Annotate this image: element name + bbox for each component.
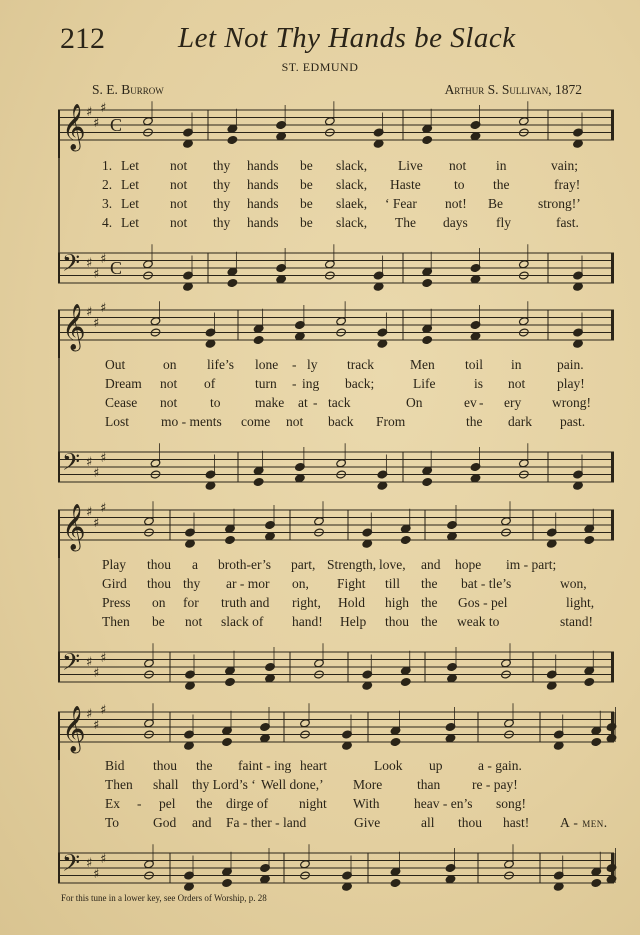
lyric-word: the (196, 796, 213, 811)
lyric-word: thy (213, 215, 231, 230)
svg-text:𝄢: 𝄢 (62, 648, 81, 681)
lyric-word: Bid (105, 758, 125, 773)
lyric-word: not (170, 196, 188, 211)
lyric-word: thy (213, 177, 231, 192)
lyric-word: on (152, 595, 166, 610)
lyric-word: Live (398, 158, 423, 173)
amen: A - men. (560, 815, 608, 830)
lyric-line-s3-v3 (0, 595, 640, 614)
svg-text:𝄞: 𝄞 (62, 504, 86, 550)
lyric-word: in (511, 357, 522, 372)
lyric-word: to (454, 177, 465, 192)
svg-text:♯: ♯ (93, 116, 100, 131)
lyric-word: than (417, 777, 441, 792)
lyric-word: God (153, 815, 177, 830)
lyric-word: truth and (221, 595, 270, 610)
lyric-word: the (493, 177, 510, 192)
svg-text:♯: ♯ (100, 501, 107, 516)
lyric-word: Ex (105, 796, 120, 811)
lyric-line-s2-v3 (0, 395, 640, 414)
svg-text:♯: ♯ (100, 252, 107, 267)
lyric-word: Life (413, 376, 436, 391)
lyric-word: Haste (390, 177, 421, 192)
lyric-word: is (474, 376, 484, 391)
lyric-word: the (466, 414, 483, 429)
lyric-word: the (421, 614, 438, 629)
verse-number: 1. (102, 158, 113, 173)
svg-text:♯: ♯ (93, 666, 100, 681)
lyric-word: not! (445, 196, 467, 211)
lyric-word: Give (354, 815, 381, 830)
lyric-word: With (353, 796, 380, 811)
svg-text:♯: ♯ (100, 101, 107, 116)
lyric-word: slack, (336, 215, 368, 230)
lyric-word: - (292, 357, 297, 372)
svg-text:♯: ♯ (86, 655, 93, 670)
lyric-word: back (328, 414, 354, 429)
lyric-word: Be (488, 196, 503, 211)
lyric-line-s4-v2 (0, 777, 640, 796)
lyric-word: broth-er’s (218, 557, 271, 572)
lyric-word: - (479, 395, 484, 410)
lyric-word: hands (247, 196, 279, 211)
svg-text:♯: ♯ (86, 856, 93, 871)
lyric-word: be (300, 158, 313, 173)
lyric-word: dirge of (226, 796, 269, 811)
lyric-word: tack (328, 395, 351, 410)
svg-text:♯: ♯ (100, 852, 107, 867)
lyric-word: all (421, 815, 435, 830)
lyric-word: light, (566, 595, 595, 610)
lyric-word: re - pay! (472, 777, 518, 792)
lyric-word: hands (247, 215, 279, 230)
svg-text:♯: ♯ (100, 703, 107, 718)
lyric-word: on, (292, 576, 309, 591)
lyric-word: pain. (557, 357, 584, 372)
lyric-word: bat - tle’s (461, 576, 512, 591)
lyric-word: im - part; (506, 557, 557, 572)
lyric-word: slack of (221, 614, 264, 629)
lyric-word: come (241, 414, 271, 429)
lyric-word: thou (385, 614, 410, 629)
lyric-word: be (152, 614, 165, 629)
lyric-word: Look (374, 758, 403, 773)
lyric-word: faint - ing (238, 758, 292, 773)
lyric-word: past. (560, 414, 586, 429)
svg-text:C: C (110, 115, 123, 135)
lyric-word: part, (291, 557, 316, 572)
lyric-word: Out (105, 357, 126, 372)
lyric-word: turn (255, 376, 277, 391)
verse-number: 3. (102, 196, 113, 211)
lyric-word: slaek, (336, 196, 368, 211)
tune-name: ST. EDMUND (281, 60, 359, 74)
lyric-word: life’s (207, 357, 234, 372)
svg-text:𝄞: 𝄞 (62, 706, 86, 752)
lyric-word: Then (102, 614, 130, 629)
lyric-word: Lost (105, 414, 130, 429)
lyric-word: pel (159, 796, 176, 811)
lyric-word: toil (465, 357, 484, 372)
lyric-word: high (385, 595, 410, 610)
lyric-word: Press (102, 595, 131, 610)
lyric-word: From (376, 414, 406, 429)
lyric-line-s4-v1 (0, 758, 640, 777)
lyric-word: on (163, 357, 177, 372)
lyric-word: to (210, 395, 221, 410)
lyric-word: Fight (337, 576, 366, 591)
lyric-word: be (300, 196, 313, 211)
lyric-word: weak to (457, 614, 500, 629)
lyric-word: thou (147, 557, 172, 572)
svg-text:♯: ♯ (86, 455, 93, 470)
svg-text:♯: ♯ (86, 505, 93, 520)
lyric-word: ev (464, 395, 477, 410)
lyric-line-s1-v1 (0, 158, 640, 177)
lyric-word: Well done,’ (261, 777, 324, 792)
lyric-word: ly (307, 357, 318, 372)
svg-text:♯: ♯ (86, 105, 93, 120)
svg-text:♯: ♯ (93, 867, 100, 882)
lyric-word: ‘ Fear (385, 196, 417, 211)
lyric-word: More (353, 777, 383, 792)
lyric-word: play! (557, 376, 585, 391)
lyric-word: hand! (292, 614, 323, 629)
lyric-word: thy (183, 576, 201, 591)
lyric-word: thy (213, 196, 231, 211)
lyric-word: won, (560, 576, 587, 591)
lyric-word: shall (153, 777, 179, 792)
lyric-word: not (170, 215, 188, 230)
lyric-word: strong!’ (538, 196, 581, 211)
lyric-word: of (204, 376, 216, 391)
lyric-word: Cease (105, 395, 138, 410)
svg-text:𝄞: 𝄞 (62, 104, 86, 150)
lyric-word: Fa - ther - land (226, 815, 307, 830)
hymn-title: Let Not Thy Hands be Slack (178, 22, 516, 54)
lyric-word: song! (496, 796, 526, 811)
lyric-word: Gos - pel (458, 595, 508, 610)
lyric-word: fray! (554, 177, 581, 192)
svg-text:♯: ♯ (93, 267, 100, 282)
lyric-word: not (508, 376, 526, 391)
lyric-word: and (192, 815, 212, 830)
lyric-word: night (299, 796, 327, 811)
lyric-word: ery (504, 395, 522, 410)
svg-text:♯: ♯ (93, 466, 100, 481)
lyric-word: not (160, 395, 178, 410)
svg-text:C: C (110, 258, 123, 278)
lyric-word: a (192, 557, 198, 572)
lyric-word: till (385, 576, 401, 591)
lyric-word: thou (147, 576, 172, 591)
lyric-word: hands (247, 158, 279, 173)
hymn-number: 212 (60, 22, 105, 55)
lyric-line-s3-v2 (0, 576, 640, 595)
lyric-line-s1-v3 (0, 196, 640, 215)
lyric-word: mo - ments (161, 414, 222, 429)
lyric-word: Then (105, 777, 133, 792)
lyric-word: hast! (503, 815, 530, 830)
lyric-line-s2-v4 (0, 414, 640, 433)
lyric-word: thy Lord’s ‘ (192, 777, 256, 792)
lyric-word: in (496, 158, 507, 173)
composer-credit: Arthur S. Sullivan, 1872 (444, 82, 582, 97)
lyric-word: thou (153, 758, 178, 773)
svg-text:♯: ♯ (93, 316, 100, 331)
svg-text:♯: ♯ (93, 718, 100, 733)
lyric-line-s2-v2 (0, 376, 640, 395)
svg-text:𝄢: 𝄢 (62, 249, 81, 282)
lyric-word: heart (300, 758, 327, 773)
lyric-word: Men (410, 357, 435, 372)
lyric-line-s4-v3 (0, 796, 640, 815)
lyric-word: Let (121, 215, 139, 230)
lyric-word: make (255, 395, 285, 410)
svg-text:𝄞: 𝄞 (62, 304, 86, 350)
svg-text:♯: ♯ (86, 707, 93, 722)
lyric-word: not (185, 614, 203, 629)
lyric-word: To (105, 815, 120, 830)
svg-text:𝄢: 𝄢 (62, 448, 81, 481)
verse-number: 4. (102, 215, 113, 230)
lyric-word: ing (302, 376, 320, 391)
svg-text:♯: ♯ (100, 301, 107, 316)
footnote: For this tune in a lower key, see Orders of Worship, p. 28 (61, 893, 267, 903)
svg-text:♯: ♯ (100, 451, 107, 466)
lyric-word: right, (292, 595, 321, 610)
lyric-line-s1-v4 (0, 215, 640, 234)
lyric-line-s1-v2 (0, 177, 640, 196)
lyric-word: heav - en’s (414, 796, 473, 811)
lyric-word: lone (255, 357, 279, 372)
lyric-word: up (429, 758, 443, 773)
svg-text:♯: ♯ (86, 256, 93, 271)
lyric-word: stand! (560, 614, 593, 629)
lyric-word: for (183, 595, 199, 610)
lyric-word: be (300, 177, 313, 192)
lyric-word: not (449, 158, 467, 173)
lyric-word: fast. (556, 215, 579, 230)
lyric-word: the (196, 758, 213, 773)
lyric-word: thou (458, 815, 483, 830)
lyric-word: a - gain. (478, 758, 522, 773)
lyric-word: Play (102, 557, 127, 572)
lyric-word: slack, (336, 158, 368, 173)
lyric-word: slack, (336, 177, 368, 192)
lyric-word: Let (121, 196, 139, 211)
lyric-word: Let (121, 158, 139, 173)
lyric-word: ar - mor (226, 576, 270, 591)
lyric-word: - (292, 376, 297, 391)
lyric-word: - (313, 395, 318, 410)
svg-text:♯: ♯ (93, 516, 100, 531)
lyric-word: Hold (338, 595, 365, 610)
lyric-word: - (137, 796, 142, 811)
verse-number: 2. (102, 177, 113, 192)
svg-text:♯: ♯ (100, 651, 107, 666)
lyric-word: at (298, 395, 308, 410)
lyric-word: not (160, 376, 178, 391)
lyric-word: On (406, 395, 423, 410)
author-credit: S. E. Burrow (92, 82, 164, 97)
lyric-word: Gird (102, 576, 127, 591)
lyric-word: the (421, 576, 438, 591)
lyric-word: track (347, 357, 374, 372)
lyric-line-s2-v1 (0, 357, 640, 376)
lyric-word: not (170, 177, 188, 192)
lyric-word: wrong! (552, 395, 591, 410)
lyric-word: hope (455, 557, 482, 572)
lyric-word: Dream (105, 376, 142, 391)
lyric-word: the (421, 595, 438, 610)
lyric-word: thy (213, 158, 231, 173)
lyric-word: Let (121, 177, 139, 192)
lyric-line-s3-v4 (0, 614, 640, 633)
lyric-word: Strength, (327, 557, 377, 572)
lyric-word: not (170, 158, 188, 173)
lyric-line-s3-v1 (0, 557, 640, 576)
svg-text:♯: ♯ (86, 305, 93, 320)
lyric-word: back; (345, 376, 375, 391)
svg-text:𝄢: 𝄢 (62, 849, 81, 882)
lyric-word: The (395, 215, 416, 230)
lyric-word: love, (379, 557, 406, 572)
lyric-word: days (443, 215, 468, 230)
lyric-word: and (421, 557, 441, 572)
lyric-word: not (286, 414, 304, 429)
lyric-word: hands (247, 177, 279, 192)
lyric-word: vain; (551, 158, 578, 173)
lyric-word: dark (508, 414, 532, 429)
lyric-word: be (300, 215, 313, 230)
lyric-word: Help (340, 614, 367, 629)
lyric-word: fly (496, 215, 511, 230)
lyric-line-s4-v4 (0, 815, 640, 834)
